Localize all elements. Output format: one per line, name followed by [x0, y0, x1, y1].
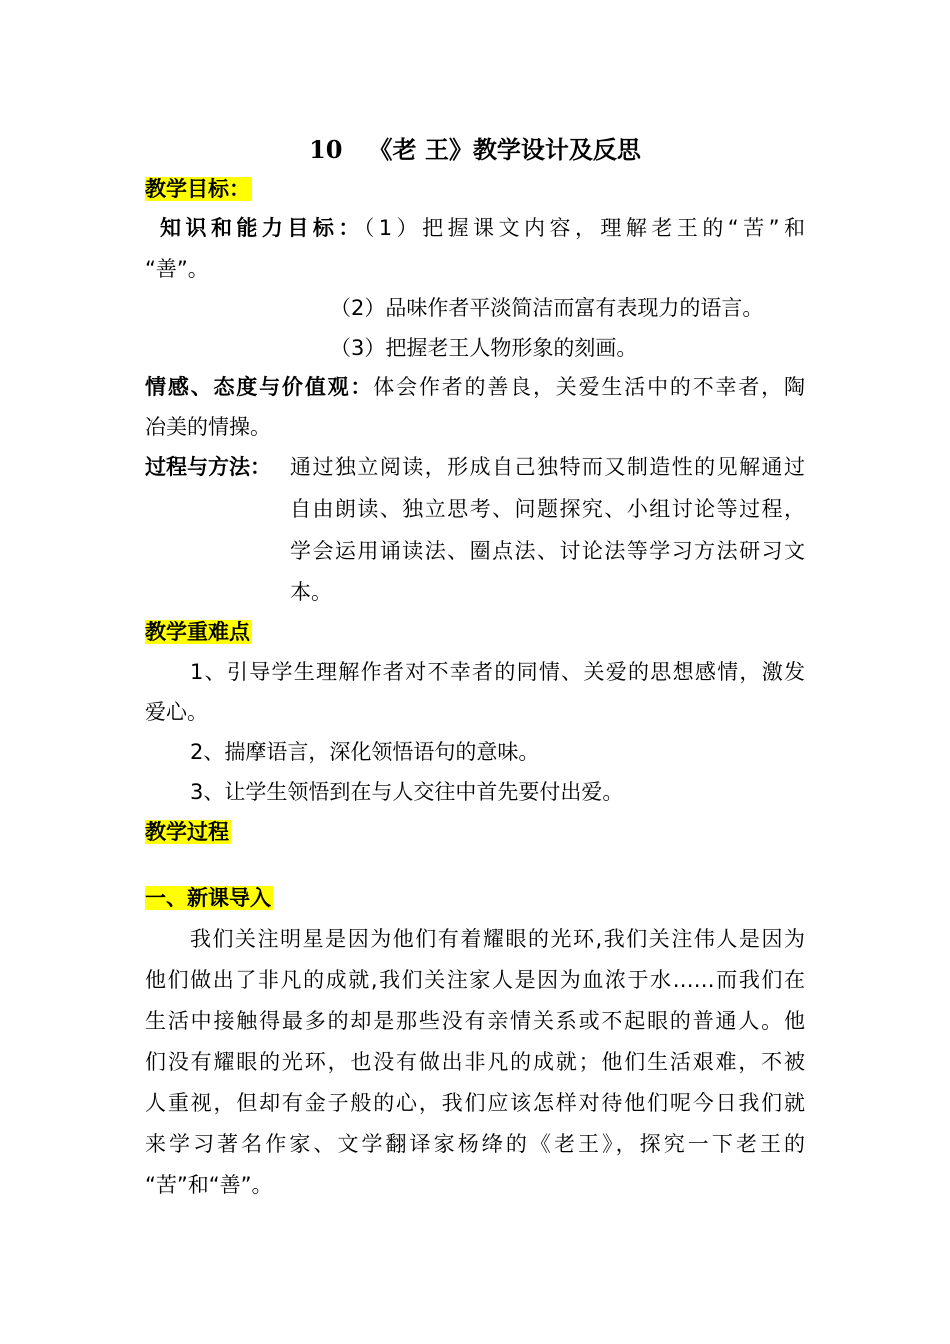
keypoint-1-line-2 — [145, 697, 810, 727]
intro-text-3: 生活中接触得最多的却是那些没有亲情关系或不起眼的普通人。他 — [145, 1009, 805, 1033]
goals-heading: 教学目标： — [145, 177, 250, 201]
emotion-goal-label: 情感、态度与价值观： — [145, 375, 374, 399]
keypoint-1b: 爱心。 — [145, 700, 208, 724]
intro-text-1: 我们关注明星是因为他们有着耀眼的光环,我们关注伟人是因为 — [190, 927, 805, 951]
emotion-goal-b: 冶美的情操。 — [145, 415, 271, 439]
process-method-line-2 — [290, 494, 805, 524]
lesson-title: 《老 王》教学设计及反思 — [368, 135, 641, 164]
intro-paragraph-line-4 — [145, 1047, 805, 1077]
intro-text-7: “苦”和“善”。 — [145, 1173, 273, 1197]
knowledge-goal-line-2 — [145, 254, 810, 284]
keypoints-heading-line — [145, 617, 810, 647]
keypoint-3-line — [190, 777, 805, 807]
knowledge-goal-line-4 — [330, 333, 810, 363]
knowledge-goal-3: （3）把握老王人物形象的刻画。 — [330, 336, 638, 360]
document-title — [0, 134, 950, 166]
lesson-number: 10 — [309, 135, 343, 164]
emotion-goal-line-2 — [145, 412, 810, 442]
knowledge-goal-1b: “善”。 — [145, 257, 209, 281]
process-method-a: 通过独立阅读，形成自己独特而又制造性的见解通过 — [290, 455, 805, 479]
intro-text-5: 人重视，但却有金子般的心，我们应该怎样对待他们呢今日我们就 — [145, 1091, 805, 1115]
intro-paragraph-line-3 — [145, 1006, 805, 1036]
section1-heading-line — [145, 883, 810, 913]
intro-paragraph-line-1 — [190, 924, 805, 954]
process-method-line-3 — [290, 536, 805, 566]
keypoint-1-line-1 — [190, 657, 805, 687]
emotion-goal-line-1 — [145, 372, 805, 402]
keypoint-3: 3、让学生领悟到在与人交往中首先要付出爱。 — [190, 780, 624, 804]
knowledge-goal-1a: （1）把握课文内容，理解老王的“苦”和 — [363, 216, 805, 240]
intro-paragraph-line-6 — [145, 1129, 805, 1159]
knowledge-goal-2: （2）品味作者平淡简洁而富有表现力的语言。 — [330, 296, 764, 320]
intro-text-2: 他们做出了非凡的成就,我们关注家人是因为血浓于水……而我们在 — [145, 968, 805, 992]
intro-paragraph-line-2 — [145, 965, 805, 995]
emotion-goal-a: 体会作者的善良，关爱生活中的不幸者，陶 — [373, 375, 806, 399]
intro-paragraph-line-7 — [145, 1170, 810, 1200]
process-method-line-4 — [290, 577, 805, 607]
process-heading: 教学过程 — [145, 820, 229, 844]
knowledge-goal-line-3 — [330, 293, 810, 323]
process-method-d: 本。 — [290, 580, 332, 604]
keypoint-2-line — [190, 737, 805, 767]
keypoints-heading: 教学重难点 — [145, 620, 250, 644]
intro-text-4: 们没有耀眼的光环，也没有做出非凡的成就；他们生活艰难，不被 — [145, 1050, 805, 1074]
knowledge-goal-line-1 — [160, 213, 805, 243]
section1-heading: 一、新课导入 — [145, 886, 271, 910]
process-method-label: 过程与方法： — [145, 455, 271, 479]
keypoint-1a: 1、引导学生理解作者对不幸者的同情、关爱的思想感情，激发 — [190, 660, 805, 684]
intro-text-6: 来学习著名作家、文学翻译家杨绛的《老王》，探究一下老王的 — [145, 1132, 805, 1156]
process-method-line-1 — [290, 452, 805, 482]
intro-paragraph-line-5 — [145, 1088, 805, 1118]
knowledge-goal-label: 知识和能力目标： — [160, 216, 364, 240]
goals-heading-line — [145, 174, 810, 204]
process-heading-line — [145, 817, 810, 847]
process-method-label-line — [145, 452, 285, 482]
keypoint-2: 2、揣摩语言，深化领悟语句的意味。 — [190, 740, 540, 764]
process-method-b: 自由朗读、独立思考、问题探究、小组讨论等过程， — [290, 497, 805, 521]
process-method-c: 学会运用诵读法、圈点法、讨论法等学习方法研习文 — [290, 539, 805, 563]
